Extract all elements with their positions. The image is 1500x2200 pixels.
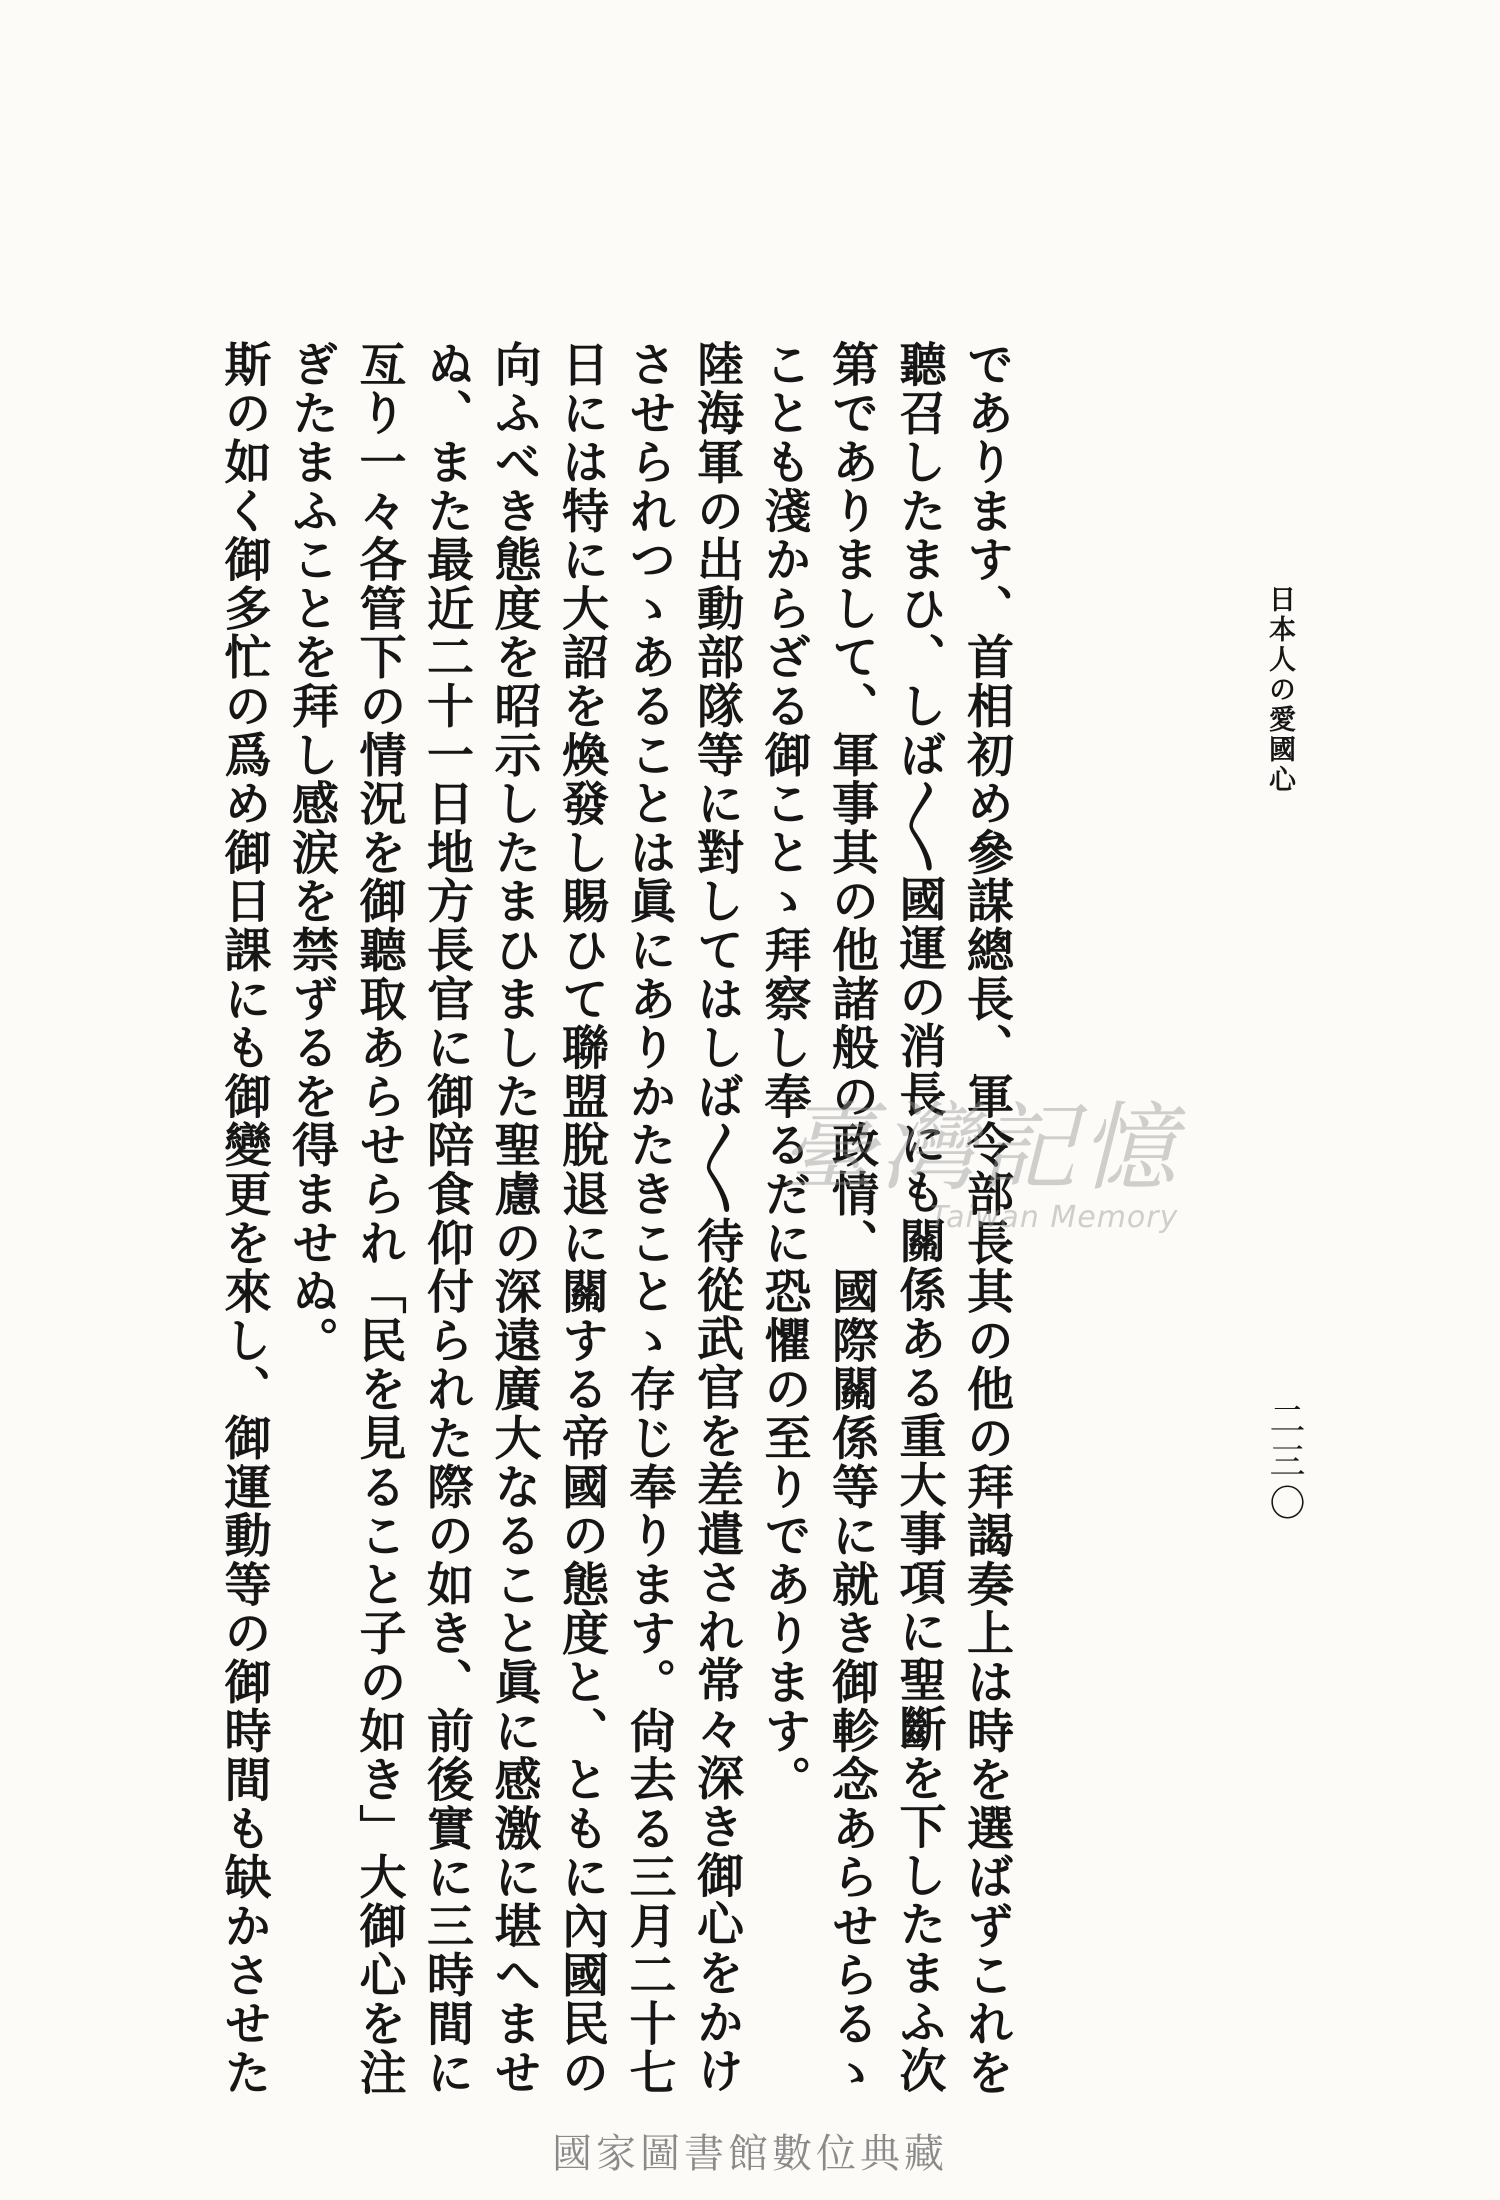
running-header: 日本人の愛國心 (1264, 585, 1295, 795)
footer-credit: 國家圖書館數位典藏 (552, 2131, 948, 2177)
watermark-kanji: 臺灣記憶 (780, 1092, 1180, 1204)
page-number: 二三〇 (1264, 1400, 1305, 1526)
body-text: であります、首相初め參謀總長、軍令部長其の他の拜謁奏上は時を選ばずこれを 聽召したまひ、しば〳〵國運の消長にも關係ある重大事項に聖斷を下したまふ次 第でありまして、軍事其の他諸般の政情、國際關係等に就き御軫念あらせらるゝ ことも淺からざる御ことゝ拜察し奉るだに恐懼の至りであります。 陸海軍の出動部隊等に對してはしば〳〵待從武官を差遣され常々深き御心をかけ させられつゝあることは眞にありかたきことゝ存じ奉ります。尙去る三月二十七 日には特に大詔を煥發し賜ひて聯盟脫退に關する帝國の態度と、ともに內國民の 向ふべき態度を昭示したまひました聖慮の深遠廣大なること眞に感激に堪へませ ぬ、また最近二十一日地方長官に御陪食仰付られた際の如き、前後實に三時間に 亙り一々各管下の情況を御聽取あらせられ「民を見ること子の如き」大御心を注 ぎたまふことを拜し感涙を禁ずるを得ませぬ。 斯の如く御多忙の爲め御日課にも御變更を來し、御運動等の御時間も缺かさせた (216, 340, 1014, 2097)
watermark-latin: Taiwan Memory (930, 1200, 1179, 1235)
